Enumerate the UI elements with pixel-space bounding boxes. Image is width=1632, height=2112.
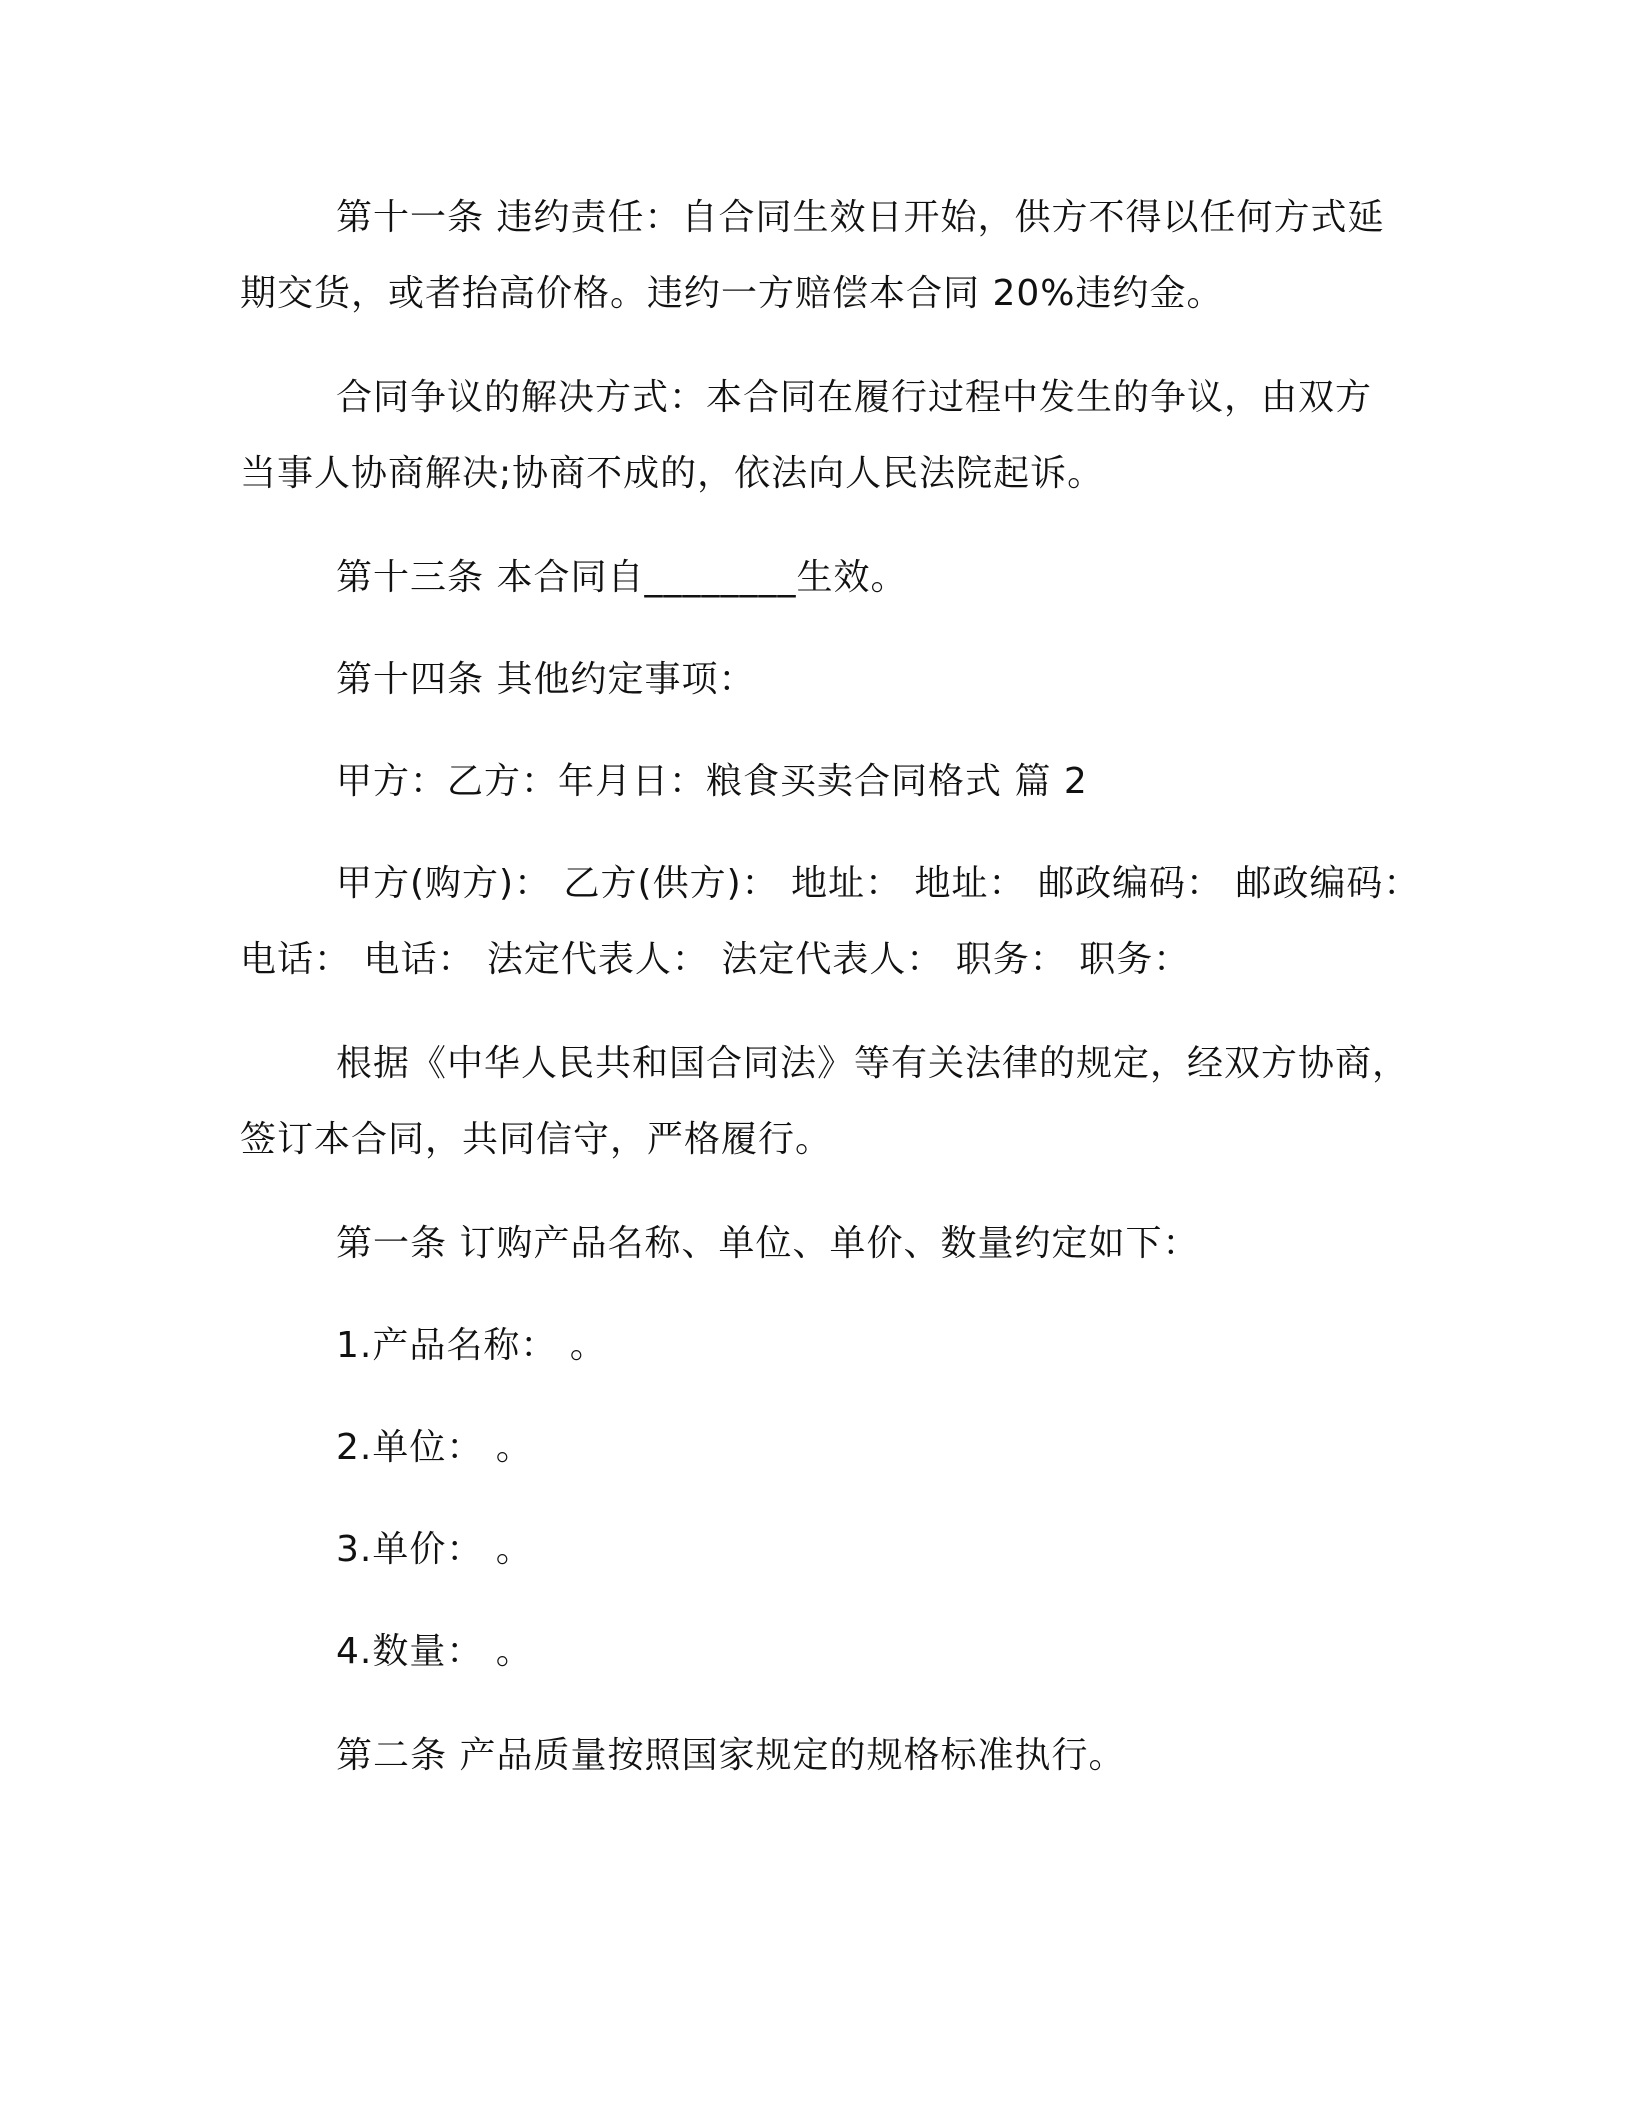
- paragraph-line: 根据《中华人民共和国合同法》等有关法律的规定，经双方协商，: [336, 1043, 1410, 1084]
- paragraph-line: 当事人协商解决;协商不成的，依法向人民法院起诉。: [240, 453, 1105, 494]
- paragraph-line: 3.单价： 。: [336, 1529, 533, 1570]
- paragraph-line: 甲方(购方)： 乙方(供方)： 地址： 地址： 邮政编码： 邮政编码：: [336, 863, 1421, 904]
- paragraph-article-14: [240, 642, 1440, 718]
- paragraph-article-11: [240, 180, 1440, 332]
- paragraph-line: 第十四条 其他约定事项：: [336, 659, 756, 700]
- paragraph-line: 第二条 产品质量按照国家规定的规格标准执行。: [336, 1735, 1126, 1776]
- list-item-unit: [240, 1410, 1440, 1486]
- list-item-unit-price: [240, 1512, 1440, 1588]
- paragraph-line: 甲方：乙方：年月日：粮食买卖合同格式 篇 2: [336, 761, 1088, 802]
- paragraph-line: 第十三条 本合同自________生效。: [336, 557, 908, 598]
- paragraph-line: 期交货，或者抬高价格。违约一方赔偿本合同 20%违约金。: [240, 273, 1224, 314]
- paragraph-legal-basis: [240, 1026, 1440, 1178]
- paragraph-signature-heading: [240, 744, 1440, 820]
- list-item-product-name: [240, 1308, 1440, 1384]
- paragraph-line: 签订本合同，共同信守，严格履行。: [240, 1119, 833, 1160]
- paragraph-line: 2.单位： 。: [336, 1427, 533, 1468]
- paragraph-line: 4.数量： 。: [336, 1631, 533, 1672]
- paragraph-party-info: [240, 846, 1440, 998]
- paragraph-line: 电话： 电话： 法定代表人： 法定代表人： 职务： 职务：: [240, 939, 1191, 980]
- paragraph-line: 1.产品名称： 。: [336, 1325, 607, 1366]
- paragraph-dispute-resolution: [240, 360, 1440, 512]
- paragraph-article-2: [240, 1718, 1440, 1794]
- paragraph-line: 合同争议的解决方式：本合同在履行过程中发生的争议，由双方: [336, 377, 1373, 418]
- paragraph-line: 第一条 订购产品名称、单位、单价、数量约定如下：: [336, 1223, 1200, 1264]
- list-item-quantity: [240, 1614, 1440, 1690]
- paragraph-article-1: [240, 1206, 1440, 1282]
- paragraph-article-13: [240, 540, 1440, 616]
- paragraph-line: 第十一条 违约责任：自合同生效日开始，供方不得以任何方式延: [336, 197, 1385, 238]
